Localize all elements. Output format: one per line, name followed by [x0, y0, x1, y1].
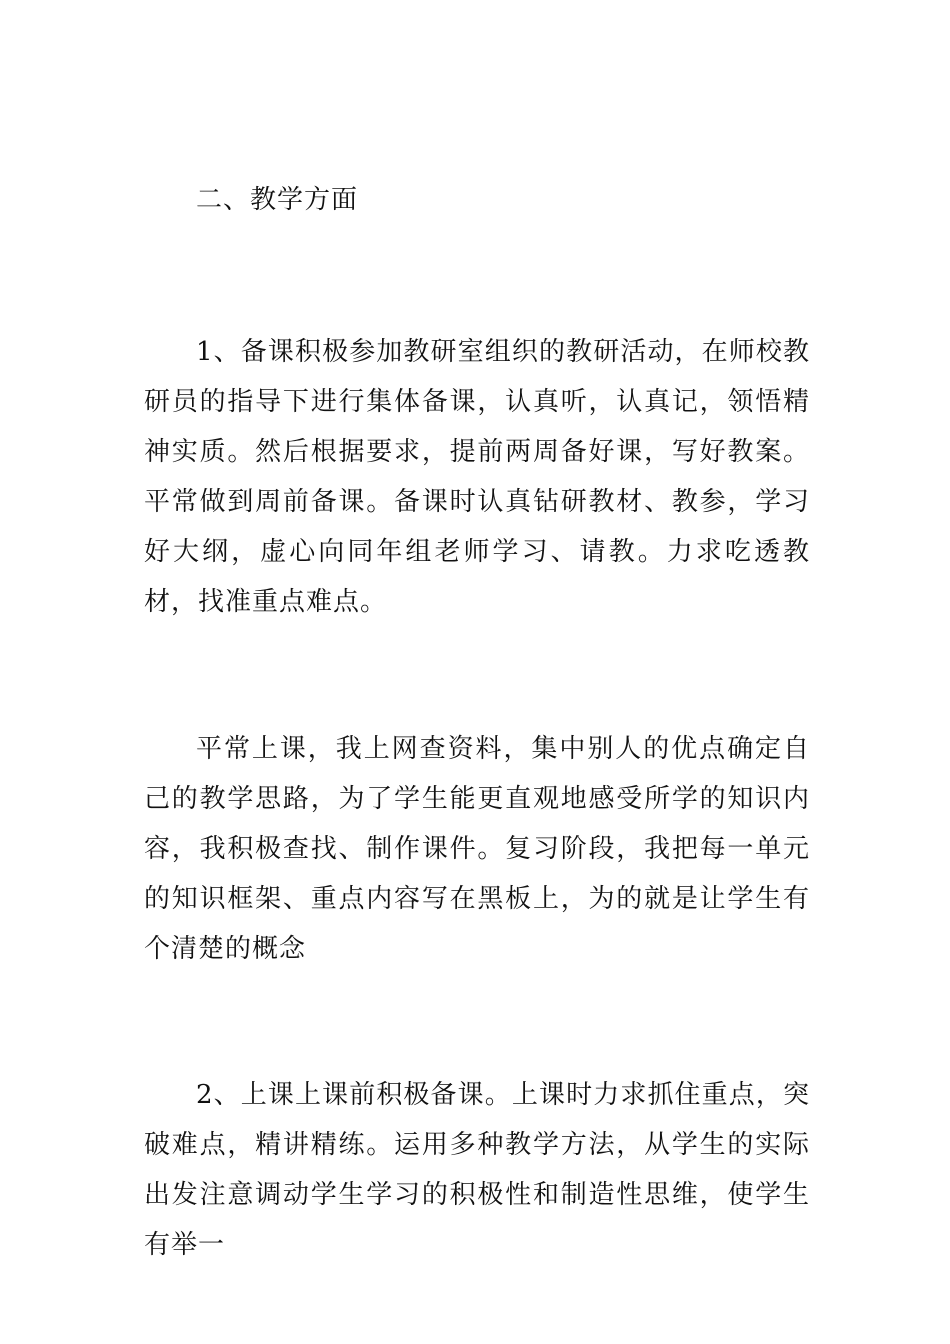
- section-heading: 二、教学方面: [196, 185, 359, 215]
- paragraph-lesson-preparation: 1、备课积极参加教研室组织的教研活动，在师校教研员的指导下进行集体备课，认真听，认真记，领悟精神实质。然后根据要求，提前两周备好课，写好教案。平常做到周前备课。备课时认真钻研教材、教参，学习好大纲，虚心向同年组老师学习、请教。力求吃透教材，找准重点难点。: [144, 337, 810, 617]
- paragraph-class-teaching: 平常上课，我上网查资料，集中别人的优点确定自己的教学思路，为了学生能更直观地感受所学的知识内容，我积极查找、制作课件。复习阶段，我把每一单元的知识框架、重点内容写在黑板上，为的就是让学生有个清楚的概念: [144, 734, 810, 964]
- paragraph-lecturing: 2、上课上课前积极备课。上课时力求抓住重点，突破难点，精讲精练。运用多种教学方法，从学生的实际出发注意调动学生学习的积极性和制造性思维，使学生有举一: [144, 1080, 810, 1260]
